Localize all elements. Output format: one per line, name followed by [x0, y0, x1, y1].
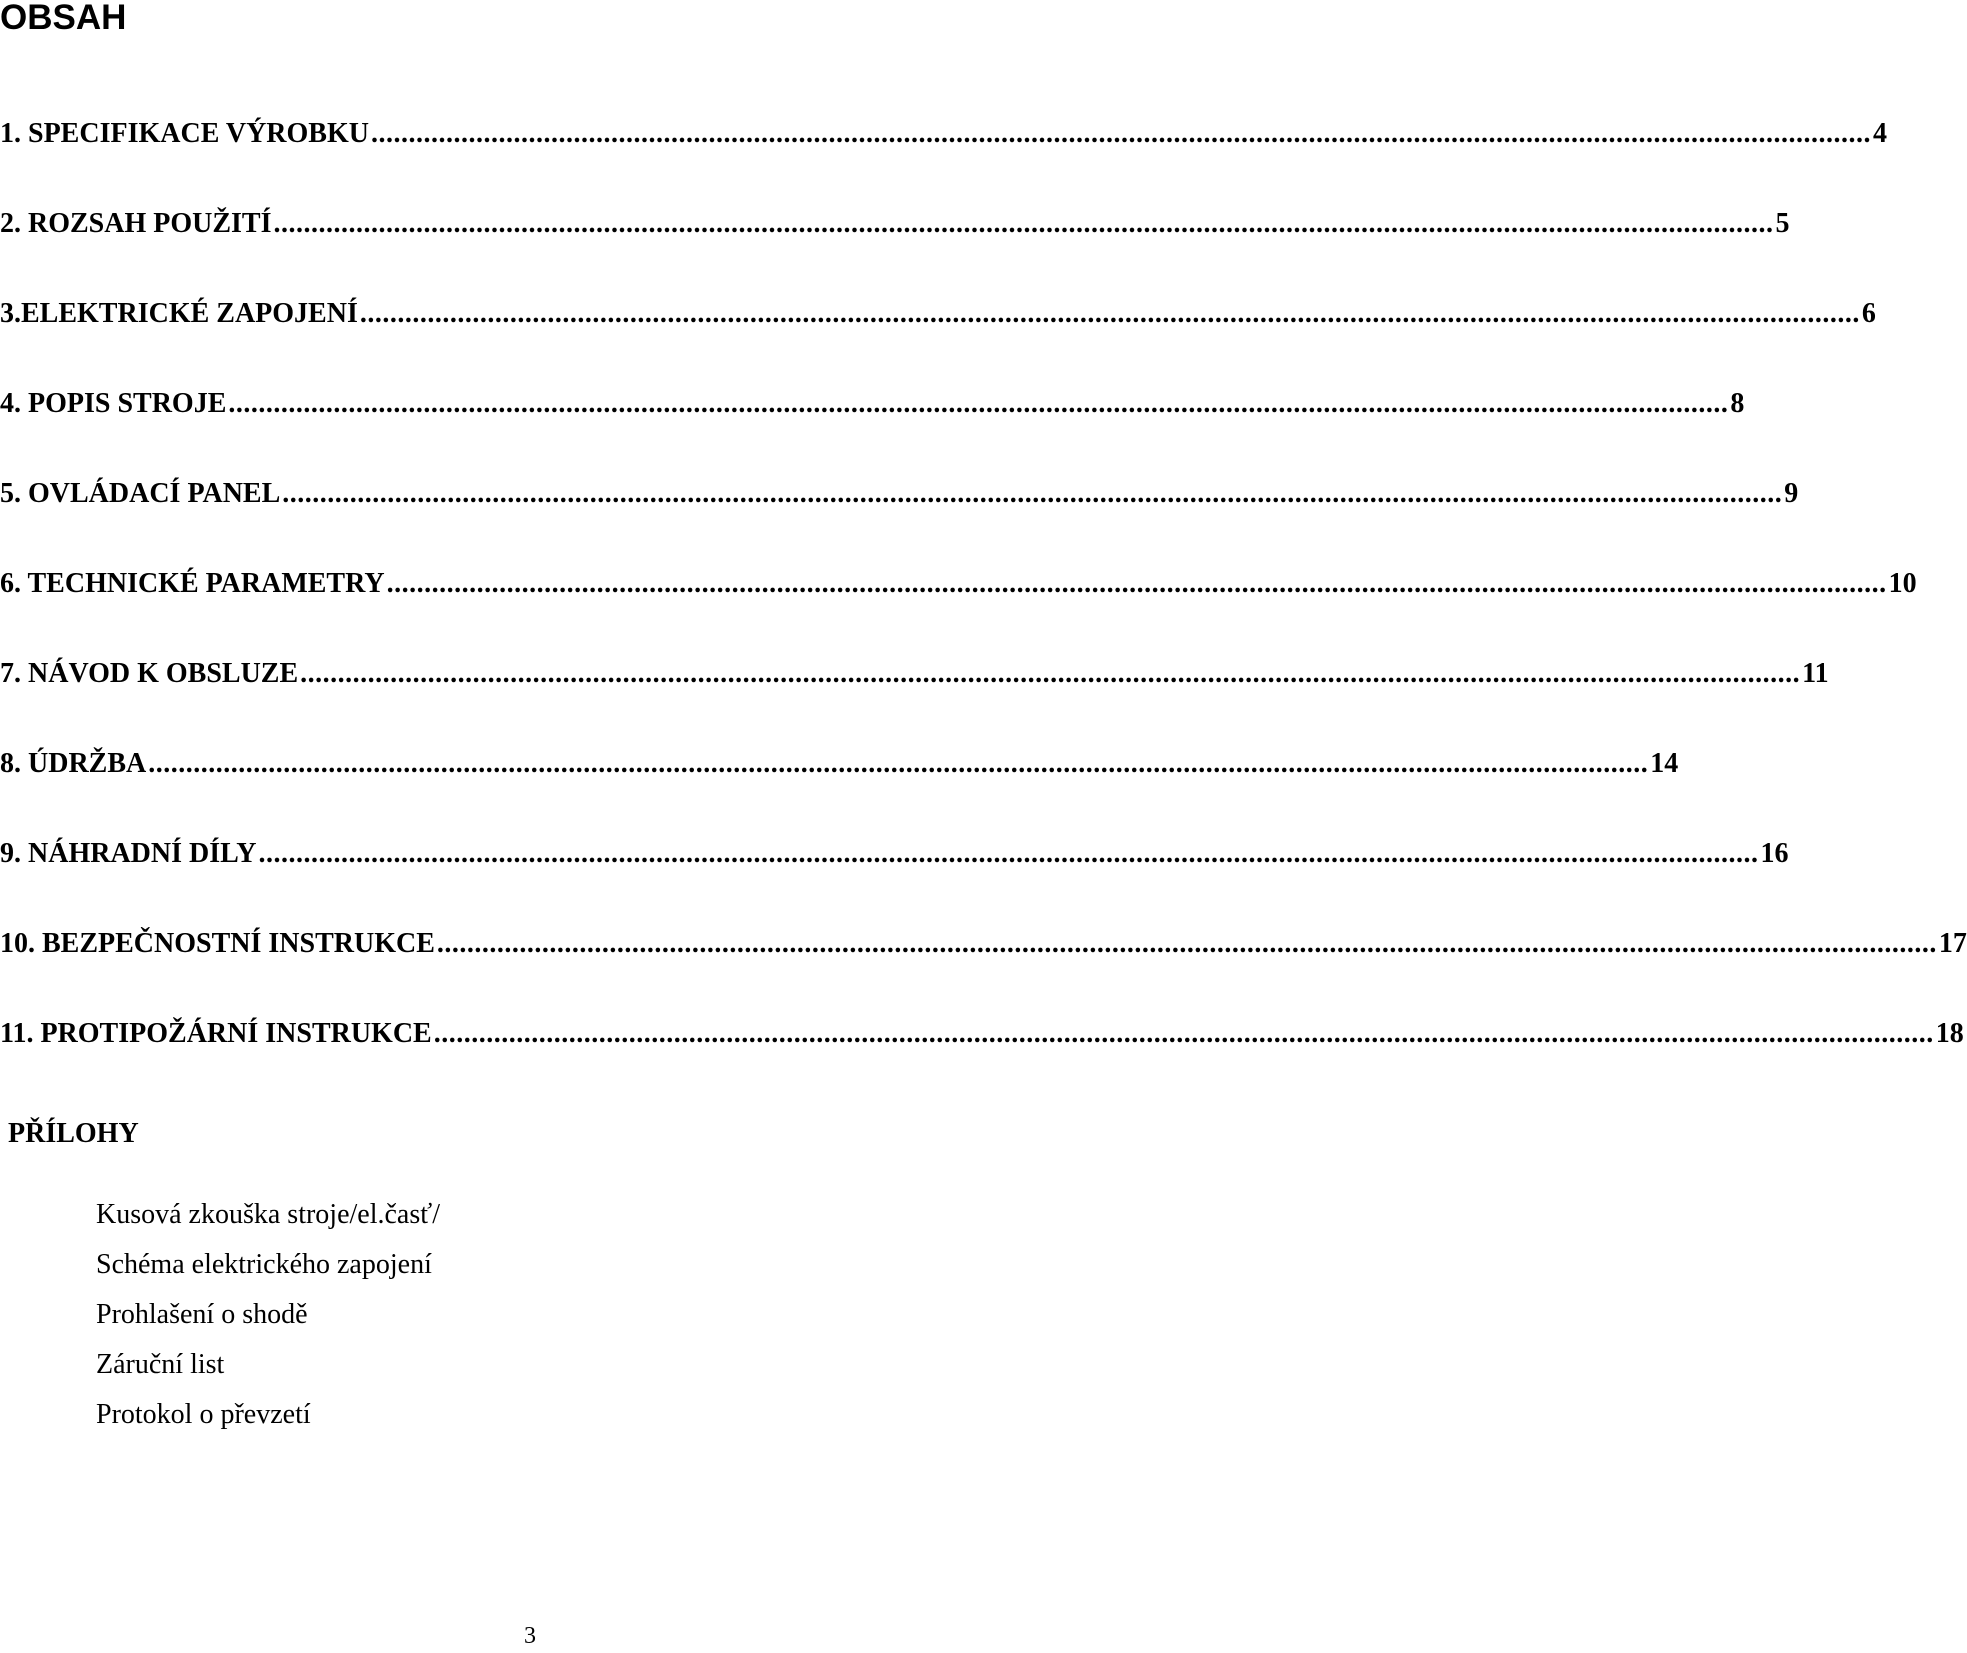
appendix-heading: PŘÍLOHY	[8, 1118, 139, 1149]
appendix-item: Kusová zkouška stroje/el.časť/	[96, 1199, 440, 1230]
toc-entry-label: 8. ÚDRŽBA	[0, 748, 147, 779]
toc-entry-page: 4	[1872, 118, 1887, 149]
appendix-item: Protokol o převzetí	[96, 1399, 311, 1430]
toc-dot-leader: ........................................................................................................................................................................................................	[300, 658, 1801, 689]
toc-entry-label: 10. BEZPEČNOSTNÍ INSTRUKCE	[0, 928, 435, 959]
toc-entry-label: 11. PROTIPOŽÁRNÍ INSTRUKCE	[0, 1018, 432, 1049]
appendix-list	[96, 1190, 440, 1440]
toc-entry	[0, 656, 1829, 746]
toc-dot-leader: ........................................................................................................................................................................................................	[228, 388, 1729, 419]
appendix-item: Záruční list	[96, 1349, 225, 1380]
toc-entry	[0, 926, 1967, 1016]
toc-entry-page: 9	[1784, 478, 1799, 509]
toc-entry	[0, 116, 1887, 206]
toc-entry	[0, 206, 1790, 296]
toc-entry-page: 5	[1775, 208, 1790, 239]
toc-dot-leader: ........................................................................................................................................................................................................	[359, 298, 1860, 329]
toc-entry-label: 2. ROZSAH POUŽITÍ	[0, 208, 272, 239]
toc-dot-leader: ........................................................................................................................................................................................................	[282, 478, 1783, 509]
toc-entry	[0, 296, 1876, 386]
page-title: OBSAH	[0, 0, 127, 37]
toc-dot-leader: ........................................................................................................................................................................................................	[370, 118, 1871, 149]
appendix-item: Prohlašení o shodě	[96, 1299, 308, 1330]
toc-entry-label: 4. POPIS STROJE	[0, 388, 227, 419]
toc-entry	[0, 1016, 1964, 1106]
toc-dot-leader: ........................................................................................................................................................................................................	[433, 1018, 1934, 1049]
toc-entry-label: 7. NÁVOD K OBSLUZE	[0, 658, 299, 689]
toc-entry-label: 3.ELEKTRICKÉ ZAPOJENÍ	[0, 298, 358, 329]
toc-entry	[0, 746, 1679, 836]
page-number: 3	[524, 1623, 536, 1649]
toc-entry-page: 16	[1760, 838, 1789, 869]
toc-entry	[0, 566, 1917, 656]
toc-entry-page: 11	[1802, 658, 1829, 689]
toc-dot-leader: ........................................................................................................................................................................................................	[148, 748, 1649, 779]
appendix-item: Schéma elektrického zapojení	[96, 1249, 432, 1280]
toc-entry-label: 9. NÁHRADNÍ DÍLY	[0, 838, 257, 869]
toc-dot-leader: ........................................................................................................................................................................................................	[436, 928, 1937, 959]
toc-entry-page: 8	[1730, 388, 1745, 419]
toc-entry-page: 14	[1650, 748, 1679, 779]
toc-dot-leader: ........................................................................................................................................................................................................	[258, 838, 1759, 869]
table-of-contents	[0, 116, 1967, 1106]
toc-entry-page: 18	[1935, 1018, 1964, 1049]
toc-entry-label: 1. SPECIFIKACE VÝROBKU	[0, 118, 369, 149]
toc-entry	[0, 386, 1745, 476]
toc-entry	[0, 476, 1799, 566]
toc-entry-page: 17	[1938, 928, 1967, 959]
toc-entry-page: 10	[1888, 568, 1917, 599]
toc-entry	[0, 836, 1789, 926]
toc-dot-leader: ........................................................................................................................................................................................................	[386, 568, 1887, 599]
toc-entry-label: 6. TECHNICKÉ PARAMETRY	[0, 568, 385, 599]
toc-entry-label: 5. OVLÁDACÍ PANEL	[0, 478, 281, 509]
toc-entry-page: 6	[1861, 298, 1876, 329]
toc-dot-leader: ........................................................................................................................................................................................................	[273, 208, 1774, 239]
